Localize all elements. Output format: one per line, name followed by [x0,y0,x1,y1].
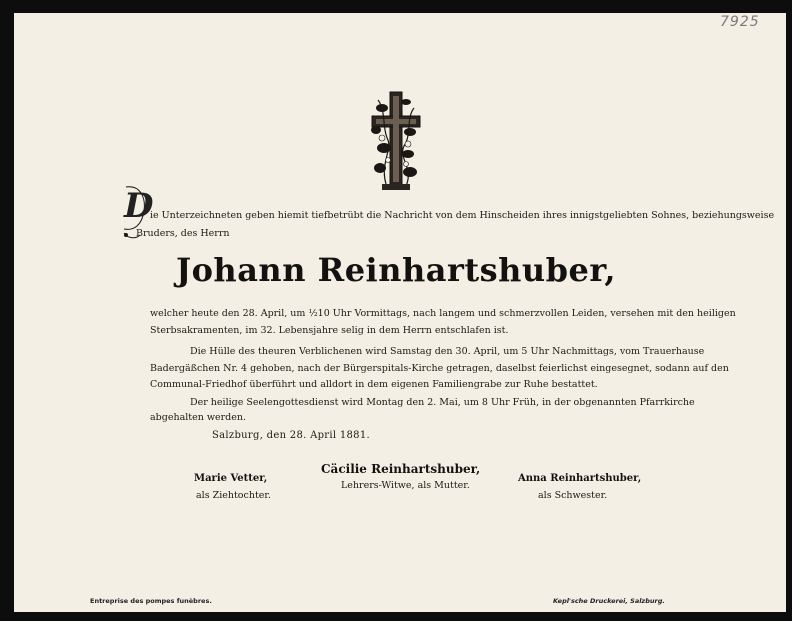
intro-line-1: ie Unterzeichneten geben hiemit tiefbetrübt die Nachricht von dem Hinscheiden ihres innigstgeliebten Sohnes, beziehungsweise [150,210,775,221]
footer-printer: Kepl'sche Druckerei, Salzburg. [553,597,665,605]
dropcap-letter: D [124,186,154,226]
signatory-left-role: als Ziehtochter. [196,490,271,501]
paragraph3-line-2: abgehalten werden. [150,412,246,423]
footer-undertaker: Entreprise des pompes funèbres. [90,597,212,605]
signatory-center-name: Cäcilie Reinhartshuber, [321,462,481,476]
paragraph1-line-2: Sterbsakramenten, im 32. Lebensjahre selig in dem Herrn entschlafen ist. [150,325,509,336]
deceased-name: Johann Reinhartshuber, [175,251,617,289]
cross-ornament-icon [362,88,428,194]
archive-reference-number: 7925 [720,14,760,30]
signatory-right-role: als Schwester. [538,490,608,501]
signatory-right-name: Anna Reinhartshuber, [518,473,642,484]
signatory-center-role: Lehrers-Witwe, als Mutter. [341,480,470,491]
place-date: Salzburg, den 28. April 1881. [212,430,370,441]
paragraph2-line-2: Badergäßchen Nr. 4 gehoben, nach der Bürgerspitals-Kirche getragen, daselbst feierlichst eingesegnet, sodann auf den [150,363,729,374]
paragraph2-line-1: Die Hülle des theuren Verblichenen wird Samstag den 30. April, um 5 Uhr Nachmittags, vom Trauerhause [190,346,705,357]
signatory-left-name: Marie Vetter, [194,473,268,484]
intro-line-2: Bruders, des Herrn [136,228,230,239]
paragraph1-line-1: welcher heute den 28. April, um ½10 Uhr Vormittags, nach langem und schmerzvollen Leiden, versehen mit den heiligen [150,308,736,319]
paragraph2-line-3: Communal-Friedhof überführt und alldort in dem eigenen Familiengrabe zur Ruhe bestattet. [150,379,598,390]
paragraph3-line-1: Der heilige Seelengottesdienst wird Montag den 2. Mai, um 8 Uhr Früh, in der obgenannten Pfarrkirche [190,397,695,408]
